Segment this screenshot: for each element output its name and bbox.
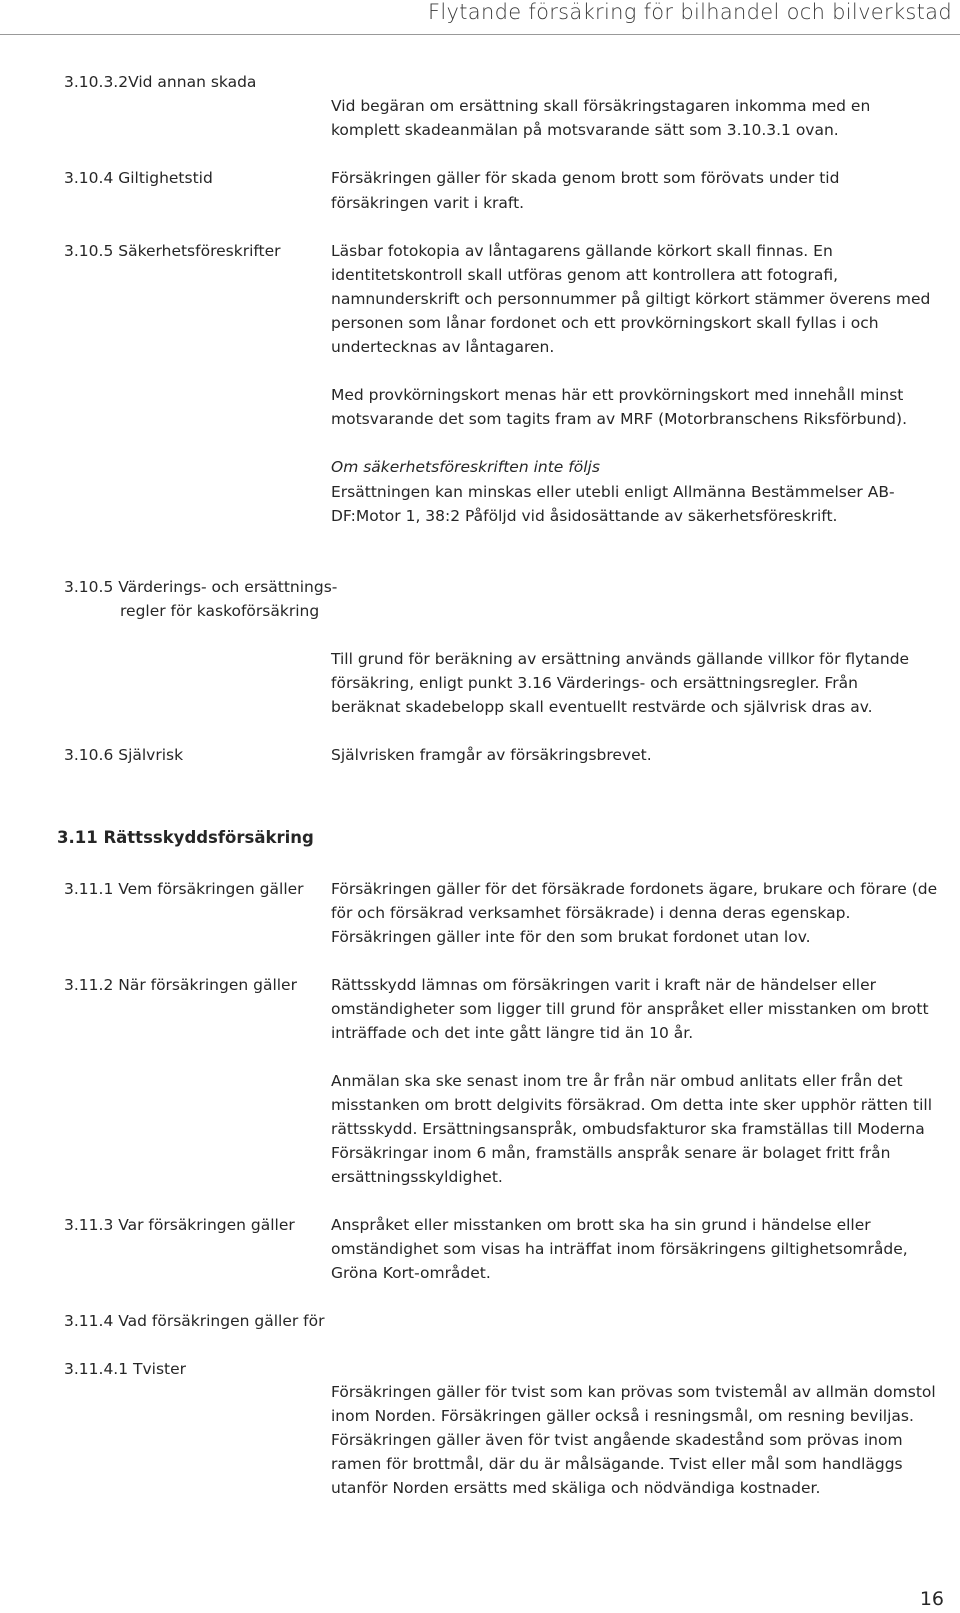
- section-text-line: Självrisken framgår av försäkringsbrevet.: [331, 746, 652, 764]
- section-text-line: utanför Norden ersätts med skäliga och nödvändiga kostnader.: [331, 1479, 821, 1497]
- section-label-3-11-2: 3.11.2 När försäkringen gäller: [64, 976, 297, 994]
- section-text-line: Rättsskydd lämnas om försäkringen varit i kraft när de händelser eller: [331, 976, 877, 994]
- page-header-title: Flytande försäkring för bilhandel och bilverkstad: [428, 0, 952, 24]
- section-text-line: rättsskydd. Ersättningsanspråk, ombudsfakturor ska framställas till Moderna: [331, 1120, 925, 1138]
- section-text-line: Försäkringen gäller även för tvist angående skadestånd som prövas inom: [331, 1431, 903, 1449]
- section-text-line: Gröna Kort-området.: [331, 1264, 491, 1282]
- italic-subheading: Om säkerhetsföreskriften inte följs: [331, 458, 600, 476]
- section-text-line: motsvarande det som tagits fram av MRF (Motorbranschens Riksförbund).: [331, 410, 907, 428]
- section-text-line: Till grund för beräkning av ersättning används gällande villkor för flytande: [331, 650, 910, 668]
- section-label-3-10-5-sakerhet: 3.10.5 Säkerhetsföreskrifter: [64, 242, 281, 260]
- section-text-line: personen som lånar fordonet och ett provkörningskort skall fyllas i och: [331, 314, 879, 332]
- section-text-line: Försäkringar inom 6 mån, framställs anspråk senare är bolaget fritt från: [331, 1144, 891, 1162]
- page-number: 16: [919, 1588, 944, 1610]
- section-text-line: DF:Motor 1, 38:2 Påföljd vid åsidosättande av säkerhetsföreskrift.: [331, 507, 838, 525]
- section-label-3-10-3-2: 3.10.3.2Vid annan skada: [64, 73, 257, 91]
- section-text-line: försäkring, enligt punkt 3.16 Värderings- och ersättningsregler. Från: [331, 674, 858, 692]
- section-text-line: undertecknas av låntagaren.: [331, 338, 555, 356]
- section-text-line: beräknat skadebelopp skall eventuellt restvärde och självrisk dras av.: [331, 698, 873, 716]
- section-label-3-10-5-vardering: 3.10.5 Värderings- och ersättnings-: [64, 578, 338, 596]
- section-text-line: Försäkringen gäller för tvist som kan prövas som tvistemål av allmän domstol: [331, 1383, 936, 1401]
- section-text-line: misstanken om brott delgivits försäkrad. Om detta inte sker upphör rätten till: [331, 1096, 933, 1114]
- section-label-3-11-1: 3.11.1 Vem försäkringen gäller: [64, 880, 304, 898]
- section-text-line: ersättningsskyldighet.: [331, 1168, 503, 1186]
- section-heading-3-11: 3.11 Rättsskyddsförsäkring: [57, 828, 314, 847]
- section-text-line: Anmälan ska ske senast inom tre år från när ombud anlitats eller från det: [331, 1072, 903, 1090]
- section-text-line: inträffade och det inte gått längre tid än 10 år.: [331, 1024, 694, 1042]
- section-text-line: ramen för brottmål, där du är målsägande. Tvist eller mål som handläggs: [331, 1455, 903, 1473]
- section-text-line: inom Norden. Försäkringen gäller också i resningsmål, om resning beviljas.: [331, 1407, 914, 1425]
- section-text-line: Vid begäran om ersättning skall försäkringstagaren inkomma med en: [331, 97, 871, 115]
- section-label-3-10-4: 3.10.4 Giltighetstid: [64, 169, 213, 187]
- section-text-line: Med provkörningskort menas här ett provkörningskort med innehåll minst: [331, 386, 904, 404]
- section-text-line: försäkringen varit i kraft.: [331, 194, 525, 212]
- section-text-line: Försäkringen gäller inte för den som brukat fordonet utan lov.: [331, 928, 811, 946]
- section-text-line: Försäkringen gäller för det försäkrade fordonets ägare, brukare och förare (de: [331, 880, 938, 898]
- header-divider: [0, 34, 960, 35]
- section-text-line: omständigheter som ligger till grund för anspråket eller misstanken om brott: [331, 1000, 929, 1018]
- section-text-line: identitetskontroll skall utföras genom att kontrollera att fotografi,: [331, 266, 839, 284]
- section-text-line: Anspråket eller misstanken om brott ska ha sin grund i händelse eller: [331, 1216, 871, 1234]
- section-label-3-11-4-1: 3.11.4.1 Tvister: [64, 1360, 187, 1378]
- section-text-line: Försäkringen gäller för skada genom brott som förövats under tid: [331, 169, 840, 187]
- section-label-3-11-3: 3.11.3 Var försäkringen gäller: [64, 1216, 295, 1234]
- section-text-line: för och försäkrad verksamhet försäkrade) i denna deras egenskap.: [331, 904, 851, 922]
- section-text-line: omständighet som visas ha inträffat inom försäkringens giltighetsområde,: [331, 1240, 908, 1258]
- section-label-3-10-6: 3.10.6 Självrisk: [64, 746, 184, 764]
- section-text-line: komplett skadeanmälan på motsvarande sätt som 3.10.3.1 ovan.: [331, 121, 839, 139]
- section-label-3-10-5-vardering-cont: regler för kaskoförsäkring: [120, 602, 320, 620]
- section-text-line: namnunderskrift och personnummer på giltigt körkort stämmer överens med: [331, 290, 931, 308]
- section-text-line: Ersättningen kan minskas eller utebli enligt Allmänna Bestämmelser AB-: [331, 483, 895, 501]
- section-label-3-11-4: 3.11.4 Vad försäkringen gäller för: [64, 1312, 325, 1330]
- section-text-line: Läsbar fotokopia av låntagarens gällande körkort skall finnas. En: [331, 242, 833, 260]
